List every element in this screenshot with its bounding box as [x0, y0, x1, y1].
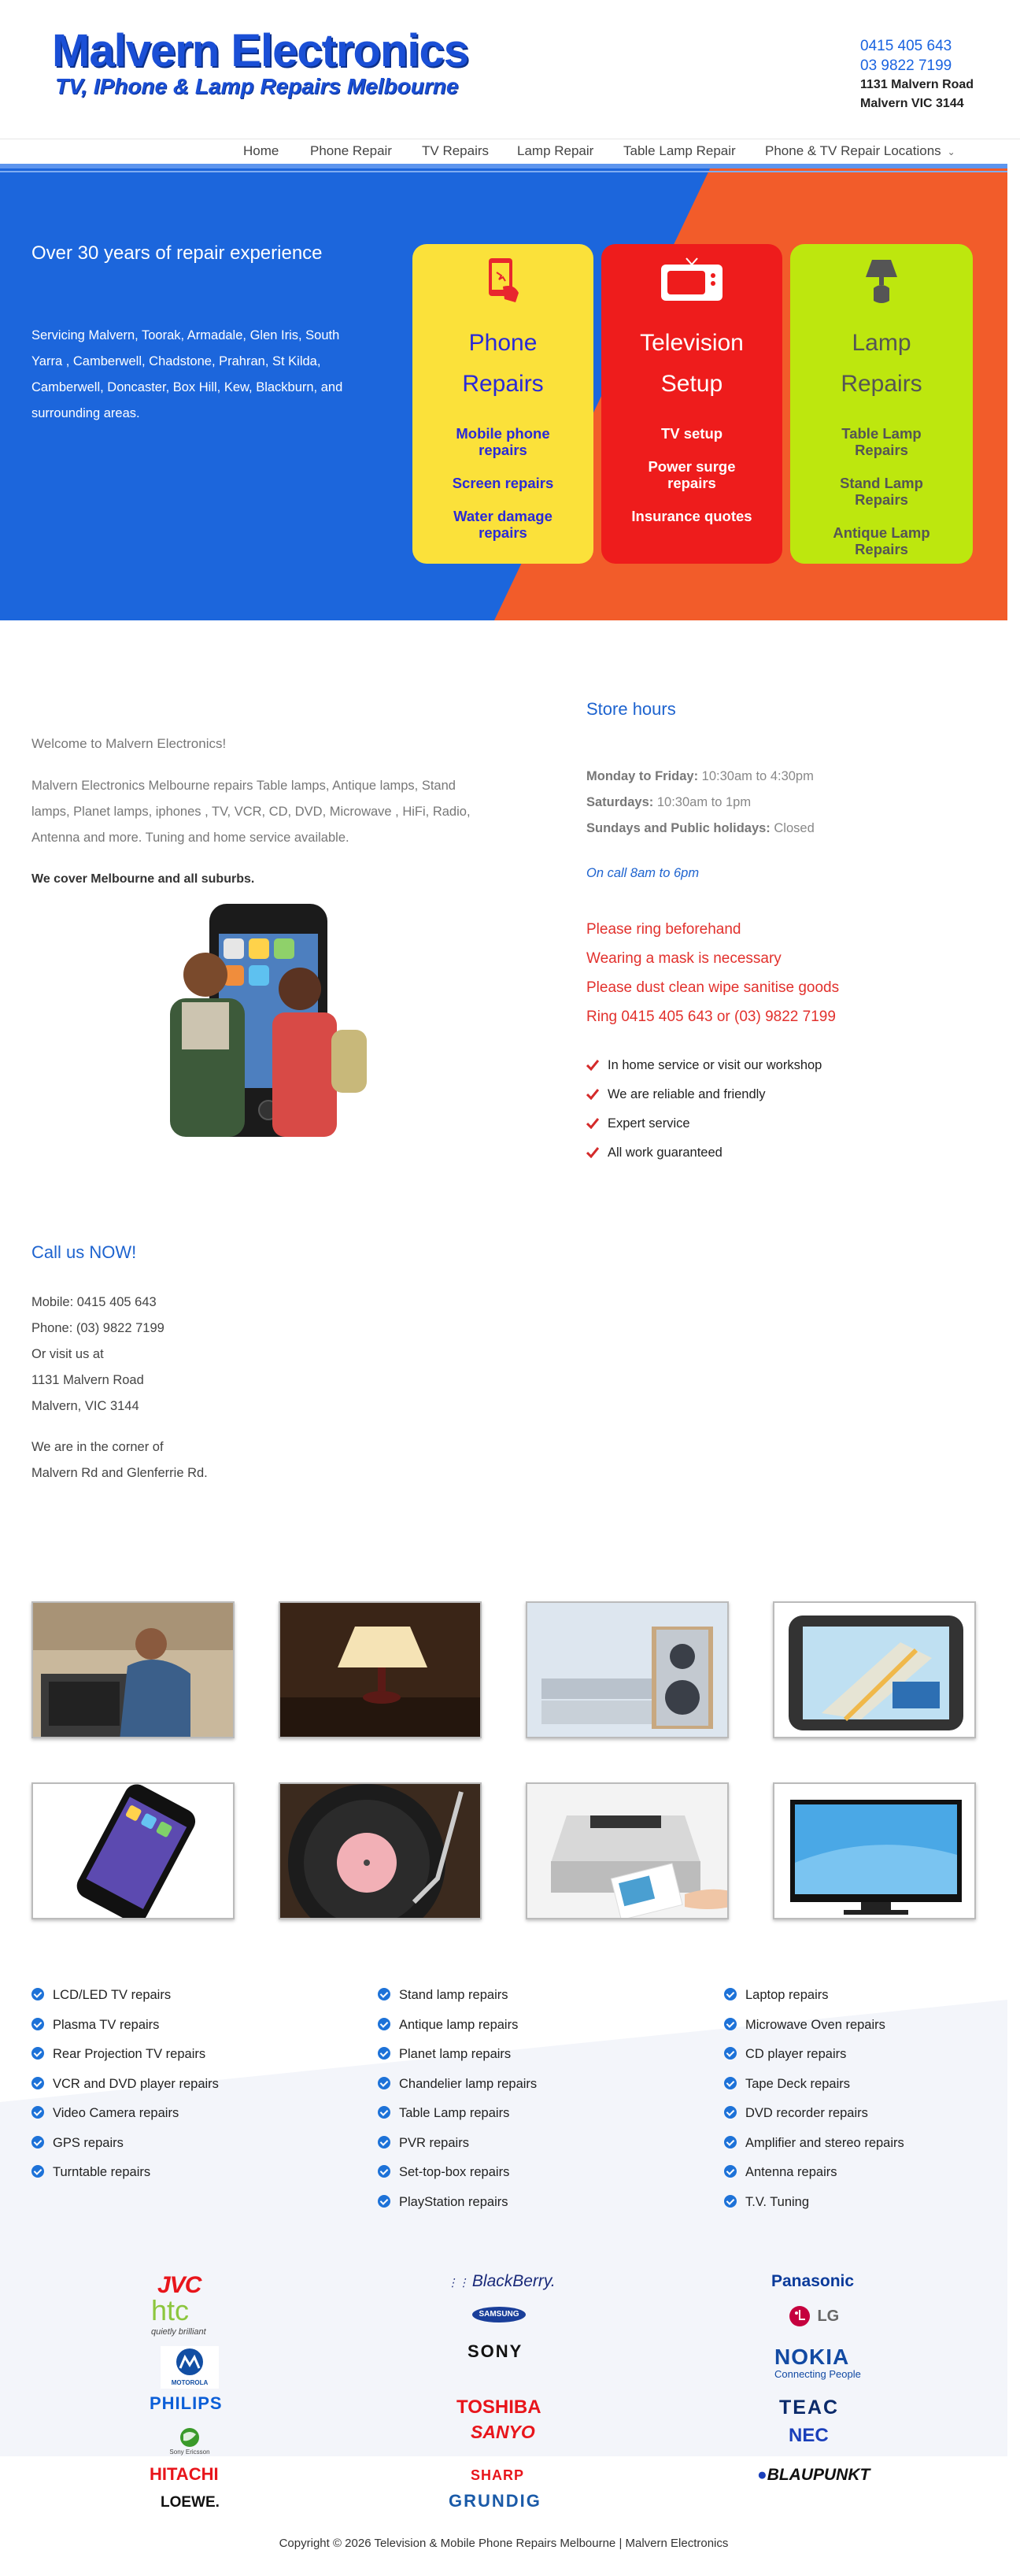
hours-value: 10:30am to 4:30pm: [698, 769, 814, 783]
services-column-1: [31, 1987, 219, 2194]
sony-ericsson-sphere-icon: [154, 2426, 225, 2450]
card-tv-item: Power surge repairs: [648, 458, 736, 491]
sony-ericsson-logo: [154, 2426, 225, 2458]
service-item: [724, 2105, 904, 2135]
check-icon: [586, 1147, 599, 1158]
check-circle-icon: [378, 2047, 390, 2060]
gallery-table-lamp-image[interactable]: [279, 1601, 482, 1738]
card-tv-list: [601, 425, 782, 541]
check-circle-icon: [724, 2047, 737, 2060]
check-circle-icon: [31, 2165, 44, 2178]
service-item: [378, 2135, 537, 2165]
toshiba-logo: TOSHIBA: [456, 2396, 541, 2418]
card-lamp-item: Stand Lamp Repairs: [840, 475, 923, 508]
service-label: Laptop repairs: [745, 1988, 829, 2002]
gallery-lcd-tv-image[interactable]: [773, 1782, 976, 1919]
service-item: [31, 2164, 219, 2194]
motorola-wordmark: MOTOROLA: [171, 2379, 209, 2386]
call-address-line2: Malvern, VIC 3144: [31, 1399, 139, 1413]
gallery-oven-repair-image[interactable]: [31, 1601, 235, 1738]
header-address-line1: 1131 Malvern Road: [860, 78, 974, 91]
service-item: [31, 2135, 219, 2165]
check-circle-icon: [724, 2077, 737, 2089]
header-phone-mobile[interactable]: 0415 405 643: [860, 38, 952, 54]
service-item: [724, 2164, 904, 2194]
blaupunkt-logo: [757, 2466, 870, 2485]
service-label: PlayStation repairs: [399, 2194, 508, 2209]
card-phone-title-line1: Phone: [468, 330, 538, 356]
nokia-logo: NOKIA: [774, 2345, 850, 2369]
main-nav: [0, 140, 1020, 164]
feature-label: We are reliable and friendly: [608, 1087, 766, 1101]
card-lamp-item: Table Lamp Repairs: [841, 425, 922, 458]
service-item: [378, 2194, 537, 2224]
nav-item-phone-repair[interactable]: Phone Repair: [310, 143, 392, 158]
call-us-title: Call us NOW!: [31, 1242, 137, 1262]
hours-row: [586, 816, 815, 842]
feature-label: All work guaranteed: [608, 1146, 722, 1160]
store-hours-title: Store hours: [586, 699, 676, 719]
hero-top-stripe: [0, 164, 1007, 168]
corner-line: We are in the corner of: [31, 1440, 164, 1454]
service-label: T.V. Tuning: [745, 2194, 810, 2209]
teac-logo: TEAC: [779, 2396, 840, 2419]
check-circle-icon: [378, 2165, 390, 2178]
gallery-turntable-image[interactable]: [279, 1782, 482, 1919]
service-item: [724, 2046, 904, 2076]
blackberry-dots-icon: ⋮⋮: [447, 2276, 472, 2289]
check-circle-icon: [378, 2077, 390, 2089]
couple-phone-image: [146, 904, 390, 1137]
on-call-text: On call 8am to 6pm: [586, 866, 700, 880]
service-item: [378, 2164, 537, 2194]
coverage-text: We cover Melbourne and all suburbs.: [31, 872, 255, 886]
feature-item: [586, 1086, 822, 1116]
check-circle-icon: [31, 2106, 44, 2119]
card-tv-item: TV setup: [660, 425, 723, 442]
lg-logo: [789, 2305, 839, 2327]
service-label: Microwave Oven repairs: [745, 2017, 885, 2032]
lamp-icon: [790, 255, 973, 309]
blackberry-wordmark: BlackBerry.: [471, 2272, 556, 2290]
check-circle-icon: [724, 2018, 737, 2030]
service-label: GPS repairs: [53, 2135, 124, 2150]
check-icon: [586, 1118, 599, 1129]
call-visit-text: Or visit us at: [31, 1347, 104, 1361]
check-circle-icon: [378, 2018, 390, 2030]
service-item: [378, 2046, 537, 2076]
lg-face-icon: [789, 2305, 811, 2327]
service-item: [31, 2017, 219, 2047]
service-label: PVR repairs: [399, 2135, 469, 2150]
service-label: LCD/LED TV repairs: [53, 1988, 172, 2002]
hitachi-logo: HITACHI: [150, 2464, 219, 2484]
nav-item-tv-repairs[interactable]: TV Repairs: [422, 143, 490, 158]
gallery-gps-image[interactable]: [773, 1601, 976, 1738]
service-label: Video Camera repairs: [53, 2106, 179, 2120]
service-label: Rear Projection TV repairs: [53, 2047, 206, 2061]
service-item: [378, 2076, 537, 2106]
htc-logo: htc: [151, 2294, 190, 2326]
check-circle-icon: [724, 1988, 737, 2000]
service-item: [31, 1987, 219, 2017]
call-mobile[interactable]: Mobile: 0415 405 643: [31, 1295, 157, 1309]
service-label: Tape Deck repairs: [745, 2076, 850, 2091]
service-item: [724, 2076, 904, 2106]
nec-logo: NEC: [789, 2425, 829, 2446]
card-lamp-item: Antique Lamp Repairs: [833, 524, 930, 557]
features-list: [586, 1057, 822, 1174]
card-phone-title-line2: Repairs: [462, 371, 544, 397]
blaupunkt-wordmark: BLAUPUNKT: [767, 2466, 870, 2484]
hours-value: Closed: [770, 821, 815, 835]
hours-label: Monday to Friday:: [586, 769, 699, 783]
card-phone-list: [412, 425, 593, 557]
card-lamp-repairs[interactable]: [790, 244, 973, 564]
service-label: DVD recorder repairs: [745, 2106, 868, 2120]
card-lamp-list: [790, 425, 973, 574]
welcome-text: Welcome to Malvern Electronics!: [31, 736, 227, 751]
philips-logo: PHILIPS: [150, 2393, 223, 2413]
service-label: Table Lamp repairs: [399, 2106, 510, 2120]
service-item: [724, 2194, 904, 2224]
lg-wordmark: LG: [817, 2307, 840, 2325]
card-lamp-title-line1: Lamp: [852, 330, 911, 356]
card-phone-item: Water damage repairs: [453, 508, 552, 541]
card-lamp-title-line2: Repairs: [841, 371, 922, 397]
gallery-printer-image[interactable]: [526, 1782, 729, 1919]
notice-item: Please ring beforehand: [586, 921, 741, 938]
feature-item: [586, 1057, 822, 1086]
service-label: Planet lamp repairs: [399, 2047, 512, 2061]
check-circle-icon: [724, 2195, 737, 2208]
feature-label: In home service or visit our workshop: [608, 1058, 822, 1072]
card-phone-repairs[interactable]: [412, 244, 593, 564]
check-circle-icon: [378, 2106, 390, 2119]
service-label: Plasma TV repairs: [53, 2017, 160, 2032]
check-circle-icon: [31, 2047, 44, 2060]
card-tv-title: [601, 323, 782, 405]
loewe-logo: LOEWE.: [161, 2494, 220, 2511]
panasonic-logo: Panasonic: [771, 2272, 855, 2290]
corner-location: [31, 1434, 208, 1486]
card-phone-item: Screen repairs: [452, 475, 554, 491]
service-item: [31, 2105, 219, 2135]
about-text: Malvern Electronics Melbourne repairs Table lamps, Antique lamps, Stand lamps, Planet lamps, iphones , TV, VCR, CD, DVD, Microwave , HiFi, Radio, Antenna and more. Tuning and home service available.: [31, 779, 471, 845]
notice-item: Ring 0415 405 643 or (03) 9822 7199: [586, 1009, 836, 1025]
sony-ericsson-wordmark: Sony Ericsson: [169, 2448, 210, 2456]
service-item: [724, 2017, 904, 2047]
card-lamp-title: [790, 323, 973, 405]
check-circle-icon: [378, 1988, 390, 2000]
hero-banner: [0, 164, 1007, 620]
jvc-logo: JVC: [157, 2272, 201, 2298]
service-item: [378, 2017, 537, 2047]
call-us-info: [31, 1290, 164, 1419]
service-item: [724, 1987, 904, 2017]
motorola-logo: [154, 2346, 225, 2389]
call-phone[interactable]: Phone: (03) 9822 7199: [31, 1321, 164, 1335]
check-circle-icon: [724, 2106, 737, 2119]
hours-value: 10:30am to 1pm: [653, 795, 752, 809]
service-label: VCR and DVD player repairs: [53, 2076, 219, 2091]
sharp-logo: SHARP: [471, 2467, 525, 2483]
check-icon: [586, 1089, 599, 1100]
notice-item: Wearing a mask is necessary: [586, 950, 782, 967]
nokia-slogan: Connecting People: [774, 2368, 861, 2380]
service-label: Antique lamp repairs: [399, 2017, 519, 2032]
header-address-line2: Malvern VIC 3144: [860, 97, 964, 110]
blackberry-logo: [447, 2272, 556, 2291]
check-icon: [586, 1060, 599, 1071]
corner-line: Malvern Rd and Glenferrie Rd.: [31, 1466, 208, 1480]
service-item: [31, 2046, 219, 2076]
services-column-2: [378, 1987, 537, 2223]
card-tv-title-line1: Television: [640, 330, 744, 356]
service-item: [378, 2105, 537, 2135]
card-tv-title-line2: Setup: [660, 371, 723, 397]
hours-row: [586, 764, 815, 790]
card-television-setup[interactable]: [601, 244, 782, 564]
hero-title: Over 30 years of repair experience: [31, 242, 323, 264]
nav-item-lamp-repair[interactable]: Lamp Repair: [517, 143, 594, 158]
nav-item-table-lamp-repair[interactable]: Table Lamp Repair: [623, 143, 736, 158]
hours-label: Sundays and Public holidays:: [586, 821, 771, 835]
service-item: [31, 2076, 219, 2106]
services-column-3: [724, 1987, 904, 2223]
header-contact: [860, 36, 974, 113]
service-label: Turntable repairs: [53, 2165, 151, 2179]
card-tv-item: Insurance quotes: [631, 508, 752, 524]
service-item: [724, 2135, 904, 2165]
feature-label: Expert service: [608, 1116, 690, 1131]
htc-slogan: quietly brilliant: [151, 2327, 206, 2337]
nav-item-locations[interactable]: [765, 143, 955, 159]
check-circle-icon: [31, 2136, 44, 2149]
hours-label: Saturdays:: [586, 795, 654, 809]
service-label: Stand lamp repairs: [399, 1988, 508, 2002]
gallery-iphone-image[interactable]: [31, 1782, 235, 1919]
sony-logo: SONY: [468, 2341, 523, 2361]
store-hours-list: [586, 764, 815, 842]
service-label: Amplifier and stereo repairs: [745, 2135, 904, 2150]
service-label: CD player repairs: [745, 2047, 847, 2061]
nav-item-home[interactable]: Home: [243, 143, 279, 158]
check-circle-icon: [31, 2077, 44, 2089]
gallery-hifi-image[interactable]: [526, 1601, 729, 1738]
brand-name: Malvern Electronics: [52, 25, 468, 76]
site-header: [0, 0, 1020, 142]
hero-top-stripe-thin: [0, 171, 1007, 172]
check-circle-icon: [724, 2136, 737, 2149]
check-circle-icon: [31, 2018, 44, 2030]
tv-icon: [601, 255, 782, 309]
notice-item: Please dust clean wipe sanitise goods: [586, 979, 840, 996]
brand-tagline: TV, IPhone & Lamp Repairs Melbourne: [55, 74, 459, 98]
check-circle-icon: [31, 1988, 44, 2000]
chevron-down-icon: ⌄: [947, 146, 955, 157]
service-label: Set-top-box repairs: [399, 2165, 510, 2179]
card-phone-item: Mobile phone repairs: [456, 425, 550, 458]
check-circle-icon: [378, 2195, 390, 2208]
samsung-logo: [471, 2305, 527, 2324]
feature-item: [586, 1116, 822, 1145]
blaupunkt-dot-icon: ●: [757, 2466, 767, 2484]
sanyo-logo: SANYO: [471, 2422, 535, 2442]
service-label: Chandelier lamp repairs: [399, 2076, 538, 2091]
check-circle-icon: [378, 2136, 390, 2149]
hero-service-areas: Servicing Malvern, Toorak, Armadale, Glen Iris, South Yarra , Camberwell, Chadstone, Prahran, St Kilda, Camberwell, Doncaster, Box Hill, Kew, Blackburn, and surrounding areas.: [31, 328, 343, 420]
notices-list: [586, 915, 839, 1031]
card-phone-title: [412, 323, 593, 405]
call-address-line1: 1131 Malvern Road: [31, 1373, 144, 1387]
hours-row: [586, 790, 815, 816]
header-phone-landline[interactable]: 03 9822 7199: [860, 57, 952, 74]
nav-item-locations-label: Phone & TV Repair Locations: [765, 143, 941, 158]
brand-logo[interactable]: [52, 25, 468, 99]
footer-copyright: Copyright © 2026 Television & Mobile Phone Repairs Melbourne | Malvern Electronics: [279, 2537, 729, 2550]
phone-repair-icon: [412, 255, 593, 309]
grundig-logo: GRUNDIG: [449, 2491, 541, 2511]
check-circle-icon: [724, 2165, 737, 2178]
service-item: [378, 1987, 537, 2017]
feature-item: [586, 1145, 822, 1174]
service-label: Antenna repairs: [745, 2165, 837, 2179]
samsung-wordmark: SAMSUNG: [479, 2310, 519, 2319]
